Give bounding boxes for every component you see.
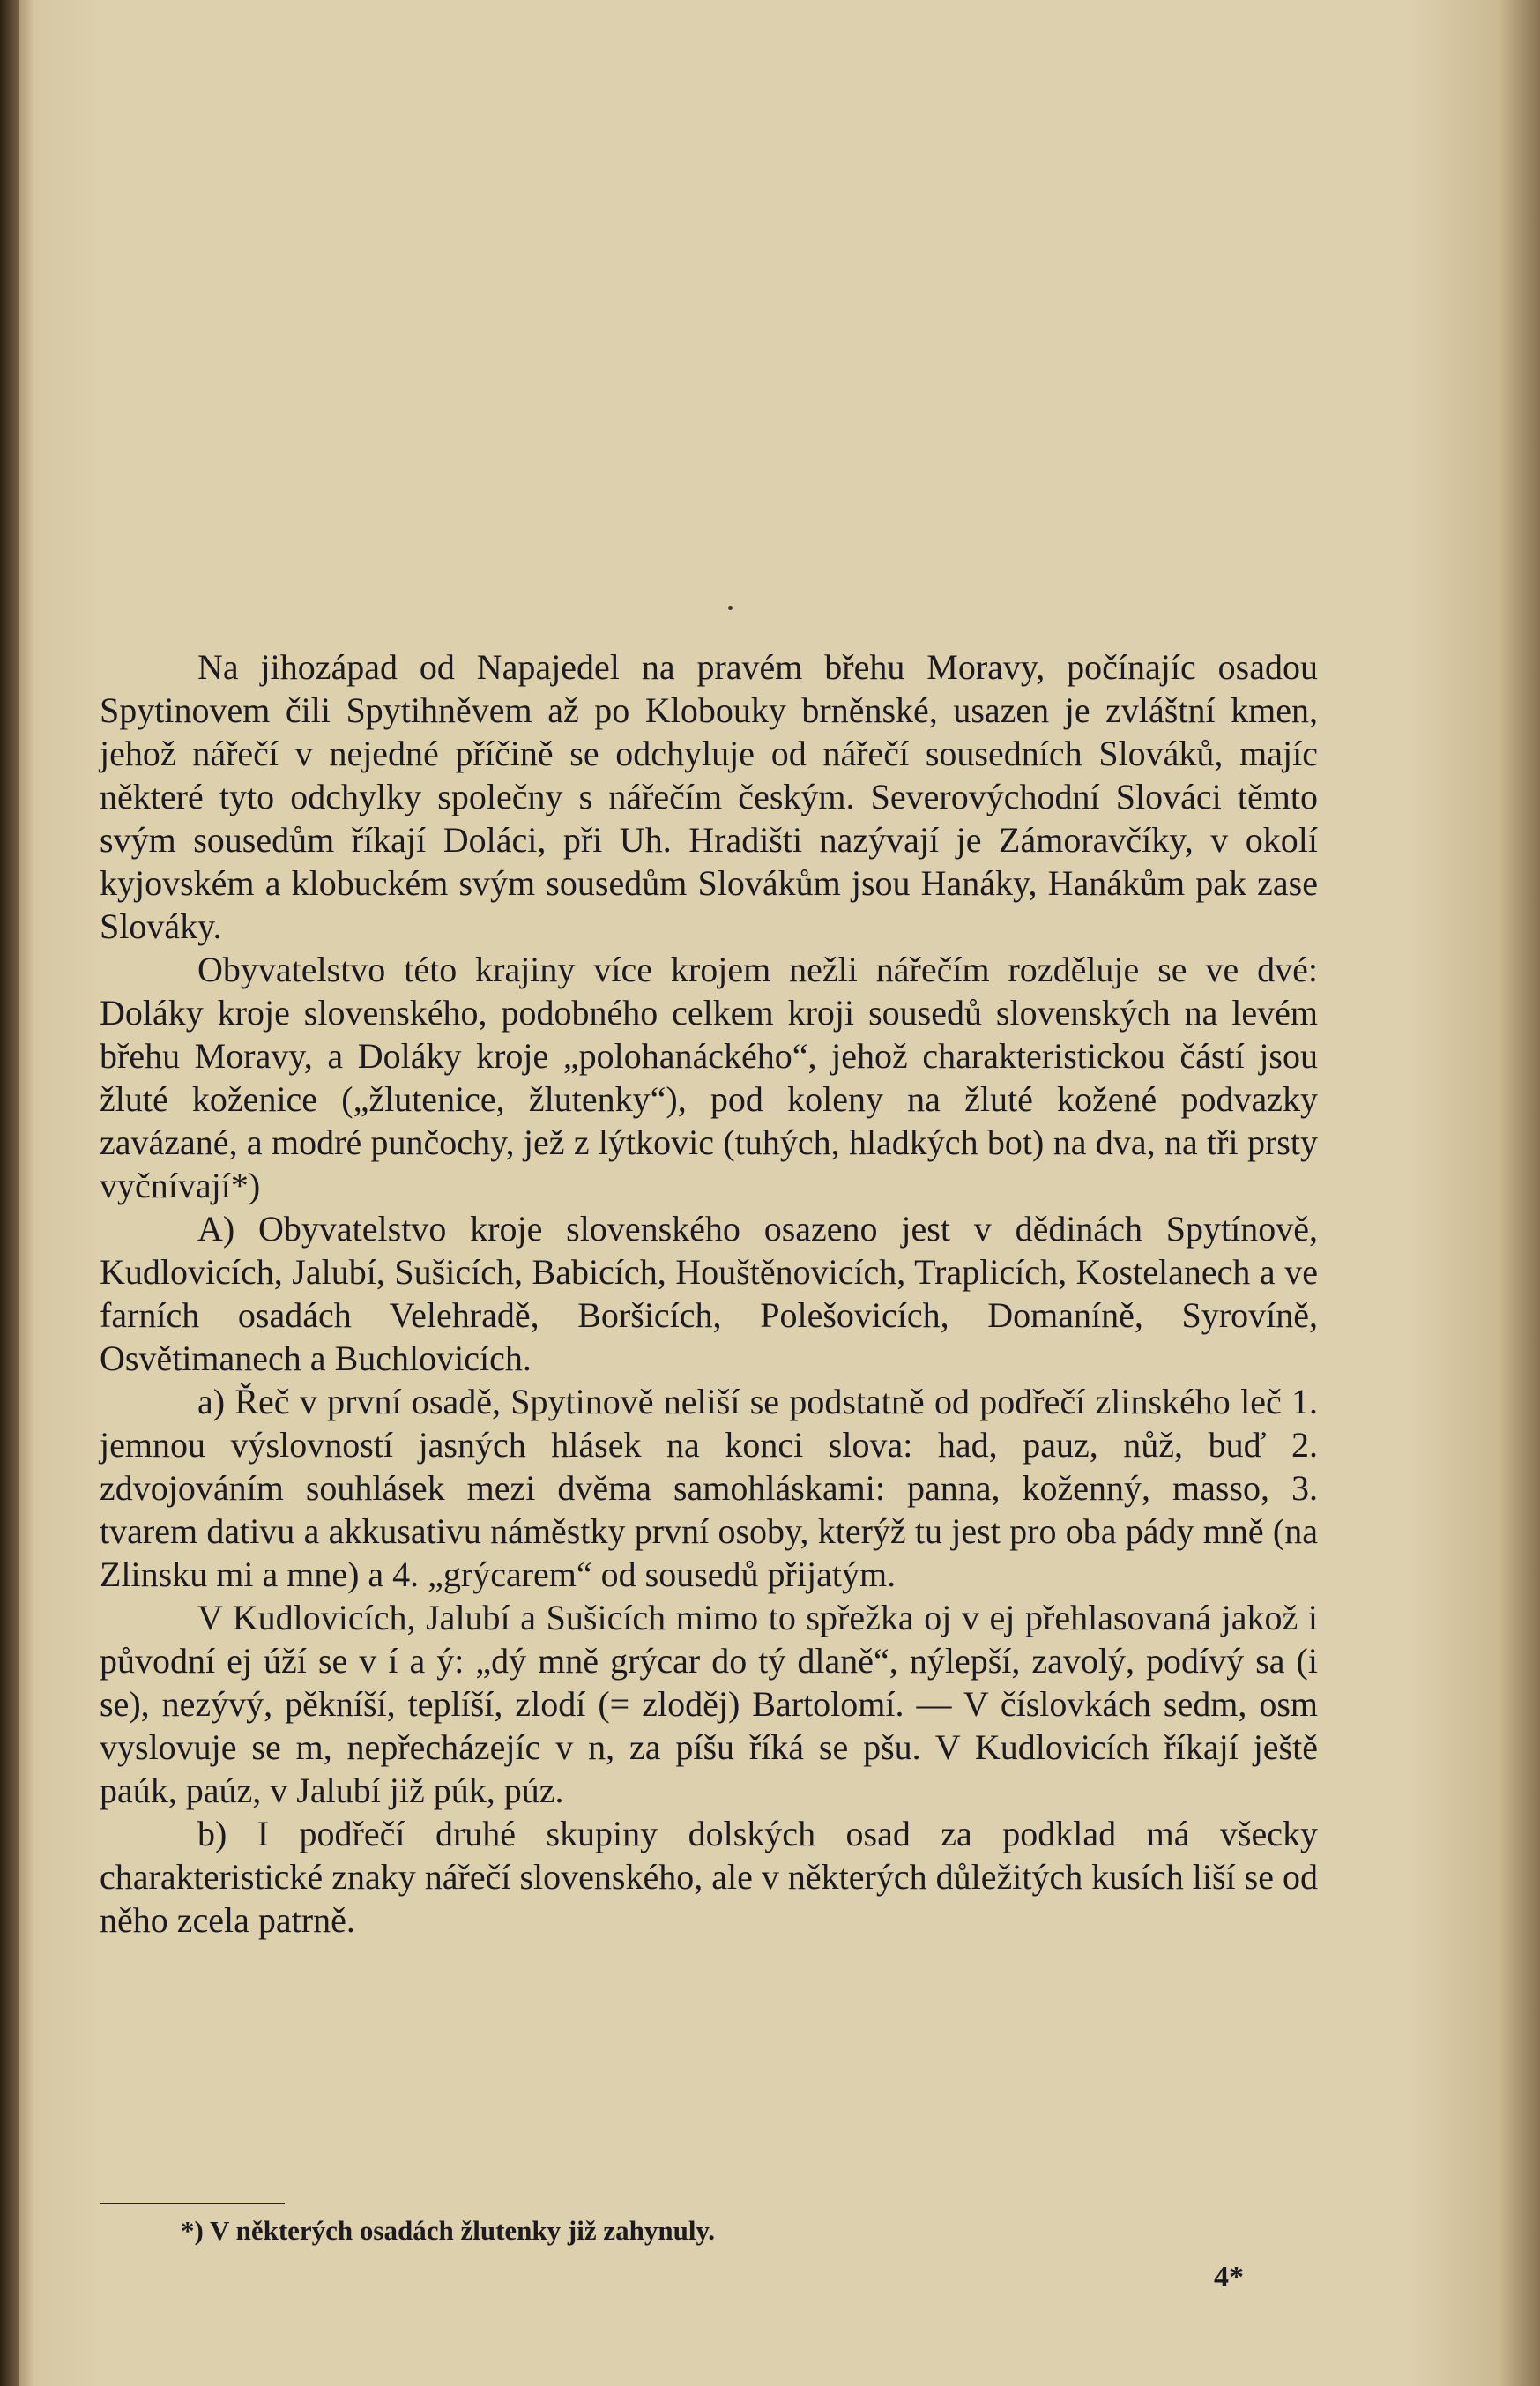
- paragraph-5: V Kudlovicích, Jalubí a Sušicích mimo to spřežka oj v ej přehlasovaná jakož i původní ej úží se v í a ý: „dý mně grýcar do tý dlaně“, nýlepší, zavolý, podívý sa (i se), nezývý, pěkníší, teplíší, zlodí (= zloděj) Bartolomí. — V číslovkách sedm, osm vyslovuje se m, nepřecházejíc v n, za píšu říká se pšu. V Kudlovicích říkají ještě paúk, paúz, v Jalubí již púk, púz.: [100, 1598, 1318, 1810]
- book-spine: [0, 0, 19, 2386]
- footnote-divider: [100, 2203, 285, 2204]
- paragraph-3: A) Obyvatelstvo kroje slovenského osazeno jest v dědinách Spytínově, Kudlovicích, Jalubí, Sušicích, Babicích, Houštěnovicích, Traplicích, Kostelanech a ve farních osadách Velehradě, Boršicích, Polešovicích, Domaníně, Syrovíně, Osvětimanech a Buchlovicích.: [100, 1209, 1318, 1378]
- footnote: *) V některých osadách žlutenky již zahynuly.: [181, 2215, 715, 2246]
- body-text: [100, 645, 1318, 1942]
- paragraph-1: Na jihozápad od Napajedel na pravém břehu Moravy, počínajíc osadou Spytinovem čili Spytihněvem až po Klobouky brněnské, usazen je zvláštní kmen, jehož nářečí v nejedné příčině se odchyluje od nářečí sousedních Slováků, majíc některé tyto odchylky společny s nářečím českým. Severovýchodní Slováci těmto svým sousedům říkají Doláci, při Uh. Hradišti nazývají je Zámoravčíky, v okolí kyjovském a klobuckém svým sousedům Slovákům jsou Hanáky, Hanákům pak zase Slováky.: [100, 647, 1318, 946]
- paragraph-4: a) Řeč v první osadě, Spytinově neliší se podstatně od podřečí zlinského leč 1. jemnou výslovností jasných hlásek na konci slova: had, pauz, nůž, buď 2. zdvojováním souhlásek mezi dvěma samohláskami: panna, koženný, masso, 3. tvarem dativu a akkusativu náměstky první osoby, kterýž tu jest pro oba pády mně (na Zlinsku mi a mne) a 4. „grýcarem“ od sousedů přijatým.: [100, 1382, 1318, 1594]
- paragraph-2: Obyvatelstvo této krajiny více krojem nežli nářečím rozděluje se ve dvé: Doláky kroje slovenského, podobného celkem kroji sousedů slovenských na levém břehu Moravy, a Doláky kroje „polohanáckého“, jehož charakteristickou částí jsou žluté koženice („žlutenice, žlutenky“), pod koleny na žluté kožené podvazky zavázané, a modré punčochy, jež z lýtkovic (tuhých, hladkých bot) na dva, na tři prsty vyčnívají*): [100, 950, 1318, 1205]
- page-number: 4*: [1214, 2261, 1244, 2293]
- paragraph-6: b) I podřečí druhé skupiny dolských osad za podklad má všecky charakteristické znaky nářečí slovenského, ale v některých důležitých kusích liší se od něho zcela patrně.: [100, 1814, 1318, 1940]
- ink-speck: [728, 606, 733, 610]
